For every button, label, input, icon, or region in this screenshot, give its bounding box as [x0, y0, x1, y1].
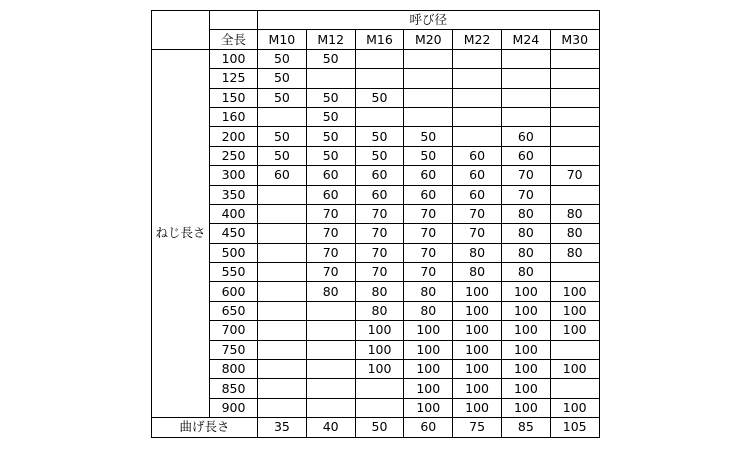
table-row: [152, 398, 600, 417]
table-row: [152, 146, 600, 165]
thread-length-cell: 70: [306, 263, 355, 282]
thread-length-cell: [550, 263, 599, 282]
table-row: [152, 204, 600, 223]
length-cell: 500: [210, 243, 258, 262]
size-header-m30: M30: [550, 30, 599, 49]
thread-length-cell: 50: [258, 127, 307, 146]
thread-length-cell: [355, 379, 404, 398]
thread-length-cell: [501, 107, 550, 126]
thread-length-cell: 100: [453, 321, 502, 340]
thread-length-cell: [306, 321, 355, 340]
length-cell: 125: [210, 69, 258, 88]
thread-length-cell: 80: [501, 224, 550, 243]
thread-length-cell: [258, 263, 307, 282]
table-row: [152, 166, 600, 185]
thread-length-cell: 100: [453, 379, 502, 398]
thread-length-cell: 100: [550, 301, 599, 320]
thread-length-cell: 100: [453, 340, 502, 359]
size-header-m10: M10: [258, 30, 307, 49]
size-header-m20: M20: [404, 30, 453, 49]
thread-length-cell: 100: [501, 398, 550, 417]
thread-length-cell: 80: [550, 204, 599, 223]
thread-length-cell: [550, 146, 599, 165]
thread-length-cell: [258, 107, 307, 126]
thread-length-cell: 70: [501, 185, 550, 204]
thread-length-cell: 100: [404, 321, 453, 340]
thread-length-cell: 70: [501, 166, 550, 185]
thread-length-cell: [550, 69, 599, 88]
thread-length-cell: [258, 398, 307, 417]
length-cell: 200: [210, 127, 258, 146]
thread-length-cell: 70: [306, 204, 355, 223]
thread-length-cell: [258, 224, 307, 243]
thread-length-cell: [453, 69, 502, 88]
thread-length-cell: [404, 49, 453, 68]
size-header-m16: M16: [355, 30, 404, 49]
thread-length-cell: 70: [404, 263, 453, 282]
thread-length-cell: [258, 360, 307, 379]
thread-length-cell: 80: [404, 282, 453, 301]
thread-length-cell: 60: [501, 127, 550, 146]
thread-length-cell: 60: [258, 166, 307, 185]
table-row: [152, 185, 600, 204]
table-row: [152, 282, 600, 301]
thread-length-cell: 100: [453, 301, 502, 320]
bend-length-cell: 60: [404, 418, 453, 437]
thread-length-cell: 100: [501, 340, 550, 359]
thread-length-cell: 50: [306, 107, 355, 126]
thread-length-cell: [258, 204, 307, 223]
thread-length-cell: 70: [453, 204, 502, 223]
thread-length-cell: 70: [404, 224, 453, 243]
thread-length-cell: 100: [501, 321, 550, 340]
thread-length-cell: 70: [550, 166, 599, 185]
thread-length-cell: [306, 340, 355, 359]
thread-length-cell: 60: [404, 166, 453, 185]
thread-length-cell: [453, 107, 502, 126]
anchor-bolt-spec-table: [151, 10, 600, 438]
thread-length-cell: [258, 379, 307, 398]
thread-length-cell: [550, 127, 599, 146]
thread-length-cell: [306, 301, 355, 320]
thread-length-cell: 50: [355, 146, 404, 165]
table-row: [152, 49, 600, 68]
length-cell: 300: [210, 166, 258, 185]
thread-length-cell: 50: [258, 49, 307, 68]
header-row-sizes: [152, 30, 600, 49]
thread-length-cell: 100: [501, 379, 550, 398]
thread-length-cell: 70: [355, 224, 404, 243]
length-cell: 700: [210, 321, 258, 340]
thread-length-cell: [355, 107, 404, 126]
length-cell: 600: [210, 282, 258, 301]
thread-length-cell: 100: [355, 321, 404, 340]
table-row: [152, 127, 600, 146]
thread-length-cell: [501, 69, 550, 88]
bend-length-row: [152, 418, 600, 437]
table-row: [152, 340, 600, 359]
thread-length-cell: [550, 88, 599, 107]
thread-length-cell: 80: [550, 224, 599, 243]
thread-length-cell: 100: [404, 398, 453, 417]
thread-length-cell: 70: [306, 224, 355, 243]
table-row: [152, 88, 600, 107]
thread-length-cell: [306, 398, 355, 417]
thread-length-cell: [404, 88, 453, 107]
thread-length-cell: 80: [453, 263, 502, 282]
thread-length-cell: 80: [355, 301, 404, 320]
thread-length-cell: 100: [501, 360, 550, 379]
thread-length-cell: [306, 360, 355, 379]
bend-length-cell: 75: [453, 418, 502, 437]
thread-length-cell: [453, 127, 502, 146]
table-row: [152, 360, 600, 379]
header-row-top: [152, 11, 600, 30]
length-cell: 800: [210, 360, 258, 379]
thread-length-cell: 60: [306, 166, 355, 185]
table-row: [152, 263, 600, 282]
thread-length-cell: 80: [501, 263, 550, 282]
thread-length-cell: 80: [501, 204, 550, 223]
thread-length-cell: 100: [453, 398, 502, 417]
thread-length-label: ねじ長さ: [152, 49, 210, 417]
thread-length-cell: 100: [404, 360, 453, 379]
corner-cell: [152, 11, 210, 50]
size-header-m22: M22: [453, 30, 502, 49]
thread-length-cell: 50: [355, 88, 404, 107]
thread-length-cell: 50: [355, 127, 404, 146]
thread-length-cell: [258, 185, 307, 204]
length-cell: 160: [210, 107, 258, 126]
thread-length-cell: 50: [404, 146, 453, 165]
thread-length-cell: 80: [404, 301, 453, 320]
thread-length-cell: 100: [355, 340, 404, 359]
length-cell: 400: [210, 204, 258, 223]
thread-length-cell: [550, 107, 599, 126]
thread-length-cell: 100: [453, 360, 502, 379]
thread-length-cell: [550, 185, 599, 204]
length-cell: 150: [210, 88, 258, 107]
thread-length-cell: [306, 69, 355, 88]
thread-length-cell: [550, 49, 599, 68]
thread-length-cell: [258, 243, 307, 262]
thread-length-cell: [404, 69, 453, 88]
thread-length-cell: 100: [550, 282, 599, 301]
length-cell: 250: [210, 146, 258, 165]
thread-length-cell: 70: [355, 263, 404, 282]
thread-length-cell: [258, 282, 307, 301]
thread-length-cell: [501, 88, 550, 107]
thread-length-cell: 50: [258, 88, 307, 107]
thread-length-cell: 100: [404, 340, 453, 359]
bend-length-cell: 35: [258, 418, 307, 437]
thread-length-cell: 80: [453, 243, 502, 262]
bend-length-label: 曲げ長さ: [152, 418, 258, 437]
thread-length-cell: [258, 321, 307, 340]
table-row: [152, 224, 600, 243]
length-cell: 550: [210, 263, 258, 282]
table-row: [152, 321, 600, 340]
thread-length-cell: 50: [404, 127, 453, 146]
thread-length-cell: [355, 49, 404, 68]
thread-length-cell: 50: [306, 88, 355, 107]
thread-length-cell: 70: [306, 243, 355, 262]
thread-length-cell: 70: [355, 204, 404, 223]
bend-length-cell: 105: [550, 418, 599, 437]
thread-length-cell: 50: [306, 127, 355, 146]
table-row: [152, 69, 600, 88]
size-header-m12: M12: [306, 30, 355, 49]
nominal-diameter-header: 呼び径: [258, 11, 600, 30]
length-cell: 450: [210, 224, 258, 243]
length-cell: 650: [210, 301, 258, 320]
length-header: 全長: [210, 30, 258, 49]
length-cell: 750: [210, 340, 258, 359]
thread-length-cell: [258, 301, 307, 320]
thread-length-cell: [550, 340, 599, 359]
thread-length-cell: 60: [355, 185, 404, 204]
thread-length-cell: 70: [453, 224, 502, 243]
thread-length-cell: 70: [404, 243, 453, 262]
thread-length-cell: 60: [453, 166, 502, 185]
length-cell: 900: [210, 398, 258, 417]
bend-length-cell: 40: [306, 418, 355, 437]
thread-length-cell: 50: [306, 146, 355, 165]
thread-length-cell: 70: [404, 204, 453, 223]
thread-length-cell: 100: [501, 301, 550, 320]
length-cell: 350: [210, 185, 258, 204]
thread-length-cell: 50: [258, 69, 307, 88]
length-cell: 850: [210, 379, 258, 398]
thread-length-cell: [501, 49, 550, 68]
thread-length-cell: 60: [453, 185, 502, 204]
thread-length-cell: 50: [258, 146, 307, 165]
table-row: [152, 301, 600, 320]
thread-length-cell: 100: [550, 321, 599, 340]
thread-length-cell: [355, 398, 404, 417]
thread-length-cell: [453, 88, 502, 107]
thread-length-cell: [404, 107, 453, 126]
thread-length-cell: 80: [550, 243, 599, 262]
thread-length-cell: 60: [404, 185, 453, 204]
bend-length-cell: 85: [501, 418, 550, 437]
thread-length-cell: 100: [404, 379, 453, 398]
thread-length-cell: 80: [355, 282, 404, 301]
thread-length-cell: [258, 340, 307, 359]
thread-length-cell: 100: [550, 360, 599, 379]
thread-length-cell: [550, 379, 599, 398]
thread-length-cell: 80: [501, 243, 550, 262]
thread-length-cell: 100: [550, 398, 599, 417]
table-row: [152, 243, 600, 262]
thread-length-cell: 60: [306, 185, 355, 204]
thread-length-cell: 100: [453, 282, 502, 301]
length-cell: 100: [210, 49, 258, 68]
bend-length-cell: 50: [355, 418, 404, 437]
thread-length-cell: 100: [355, 360, 404, 379]
thread-length-cell: 60: [453, 146, 502, 165]
table-row: [152, 107, 600, 126]
thread-length-cell: 60: [501, 146, 550, 165]
header-blank-cell: [210, 11, 258, 30]
thread-length-cell: 70: [355, 243, 404, 262]
thread-length-cell: [306, 379, 355, 398]
thread-length-cell: 80: [306, 282, 355, 301]
thread-length-cell: 100: [501, 282, 550, 301]
table-row: [152, 379, 600, 398]
thread-length-cell: [453, 49, 502, 68]
thread-length-cell: 50: [306, 49, 355, 68]
thread-length-cell: 60: [355, 166, 404, 185]
size-header-m24: M24: [501, 30, 550, 49]
thread-length-cell: [355, 69, 404, 88]
